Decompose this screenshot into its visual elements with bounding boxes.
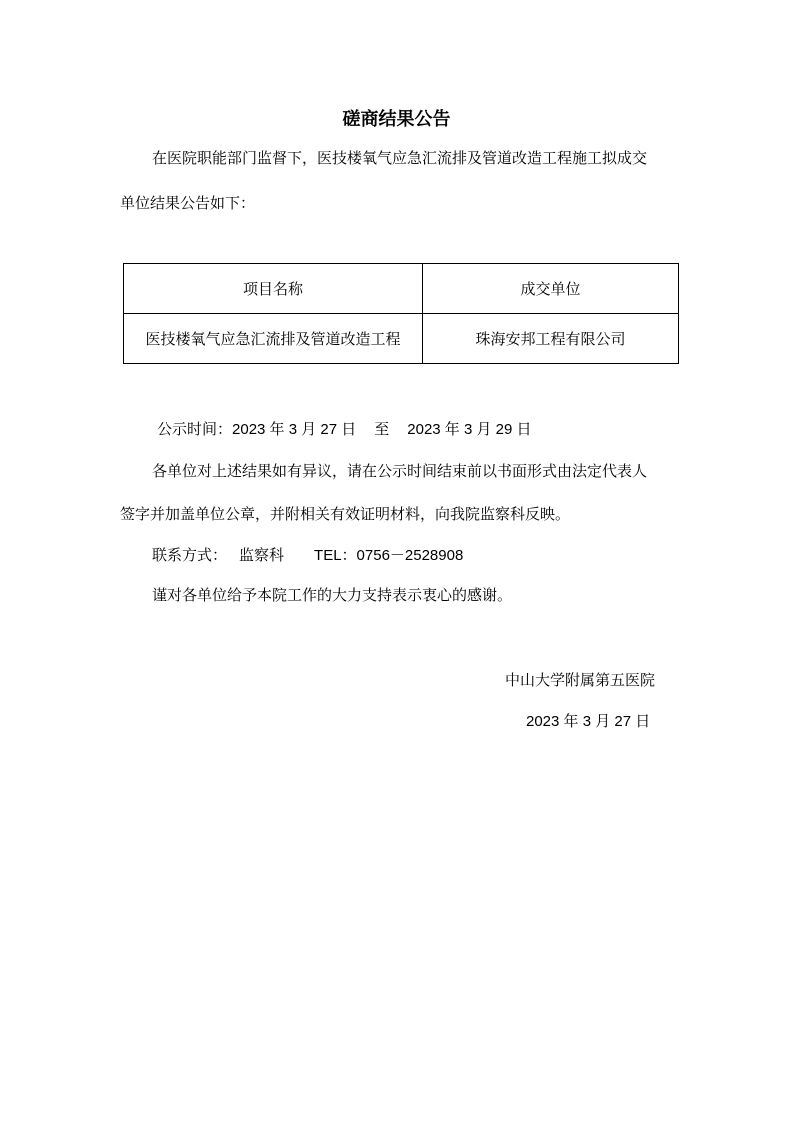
intro-paragraph-line-1: 在医院职能部门监督下，医技楼氧气应急汇流排及管道改造工程施工拟成交: [152, 149, 648, 167]
table-header-project-name: 项目名称: [124, 264, 423, 314]
period-to-word: 至: [374, 420, 390, 438]
contact-label: 联系方式：: [152, 546, 228, 564]
contact-department: 监察科: [239, 546, 285, 564]
period-end-date: 2023 年 3 月 29 日: [407, 421, 532, 438]
objection-paragraph-line-1: 各单位对上述结果如有异议，请在公示时间结束前以书面形式由法定代表人: [152, 462, 648, 480]
table-header-winning-bidder: 成交单位: [423, 264, 679, 314]
period-start-date: 2023 年 3 月 27 日: [232, 421, 357, 438]
page-title: 磋商结果公告: [342, 109, 451, 130]
table-cell-project-name: 医技楼氧气应急汇流排及管道改造工程: [124, 314, 423, 364]
table-cell-winning-bidder: 珠海安邦工程有限公司: [423, 314, 679, 364]
result-table: [123, 263, 679, 364]
objection-paragraph-line-2: 签字并加盖单位公章，并附相关有效证明材料，向我院监察科反映。: [120, 505, 571, 523]
contact-telephone: TEL：0756－2528908: [314, 547, 464, 564]
contact-info: [152, 544, 463, 565]
period-label: 公示时间：: [157, 420, 233, 438]
announcement-period: [157, 418, 532, 439]
table-row: [124, 314, 679, 364]
thanks-paragraph: 谨对各单位给予本院工作的大力支持表示衷心的感谢。: [152, 586, 513, 604]
intro-paragraph-line-2: 单位结果公告如下：: [120, 194, 256, 212]
signature-organization: 中山大学附属第五医院: [505, 671, 656, 689]
signature-date: 2023 年 3 月 27 日: [526, 713, 651, 730]
table-header-row: [124, 264, 679, 314]
